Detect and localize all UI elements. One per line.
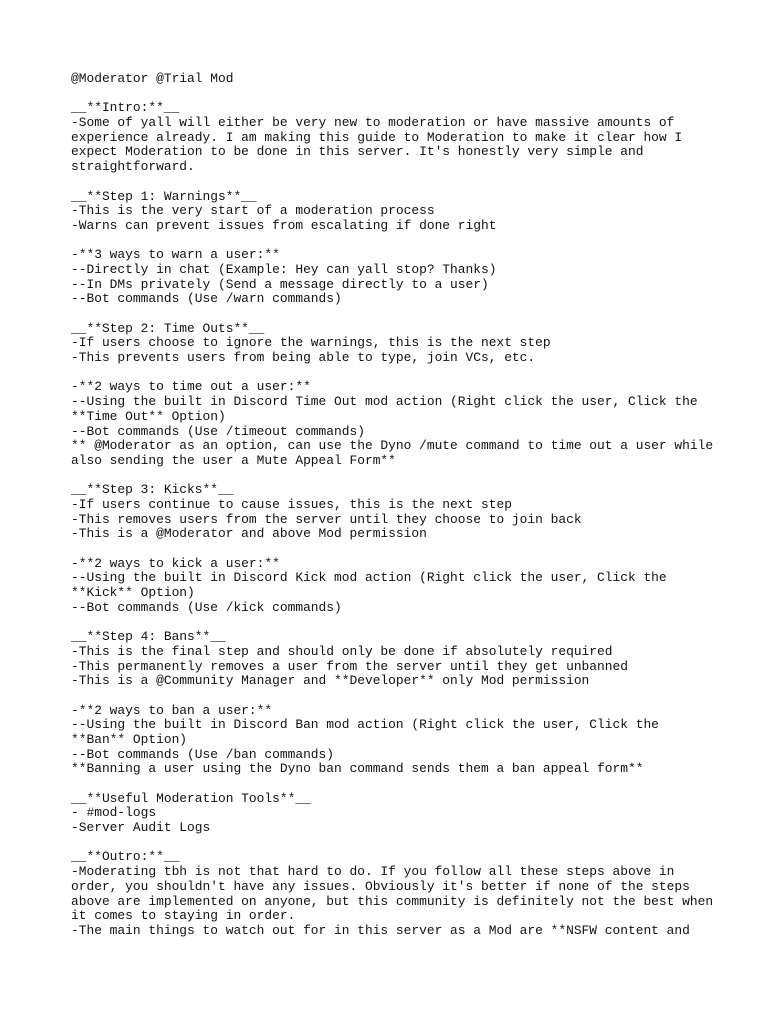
block-heading-line: __**Intro:**__ xyxy=(71,100,180,116)
text-line: straightforward. xyxy=(71,159,195,175)
text-line: -Server Audit Logs xyxy=(71,820,211,836)
text-line: --Using the built in Discord Ban mod action (Right click the user, Click the xyxy=(71,717,659,733)
text-line: -This is the final step and should only be done if absolutely required xyxy=(71,643,613,659)
text-line: -Moderating tbh is not that hard to do. If you follow all these steps above in xyxy=(71,864,675,880)
text-line: --Directly in chat (Example: Hey can yall stop? Thanks) xyxy=(71,261,497,277)
block-heading-line: @Moderator @Trial Mod xyxy=(71,71,234,86)
paragraph-gap xyxy=(71,366,731,381)
text-line: --Bot commands (Use /ban commands) xyxy=(71,746,335,762)
text-line: **Banning a user using the Dyno ban command sends them a ban appeal form** xyxy=(71,761,644,777)
paragraph-gap xyxy=(71,469,731,484)
paragraph-gap xyxy=(71,615,731,630)
text-line: also sending the user a Mute Appeal Form** xyxy=(71,452,396,468)
text-line: above are implemented on anyone, but this community is definitely not the best when xyxy=(71,893,714,909)
text-line: -This prevents users from being able to type, join VCs, etc. xyxy=(71,350,536,366)
text-line: -This is a @Moderator and above Mod permission xyxy=(71,526,427,542)
text-line: order, you shouldn't have any issues. Obviously it's better if none of the steps xyxy=(71,878,690,894)
text-line: expect Moderation to be done in this server. It's honestly very simple and xyxy=(71,144,644,160)
text-line: -If users choose to ignore the warnings, this is the next step xyxy=(71,335,551,351)
text-line: -This is the very start of a moderation process xyxy=(71,203,435,219)
paragraph-gap xyxy=(71,234,731,249)
paragraph-gap xyxy=(71,689,731,704)
block-heading-line: -**2 ways to time out a user:** xyxy=(71,379,311,395)
text-line: **Ban** Option) xyxy=(71,731,188,747)
block-heading-line: __**Step 2: Time Outs**__ xyxy=(71,320,265,336)
block-heading-line: __**Step 4: Bans**__ xyxy=(71,629,226,645)
block-heading-line: -**2 ways to kick a user:** xyxy=(71,555,280,571)
text-line: -Warns can prevent issues from escalating if done right xyxy=(71,217,497,233)
paragraph-gap xyxy=(71,777,731,792)
text-line: --Using the built in Discord Time Out mod action (Right click the user, Click the xyxy=(71,394,698,410)
paragraph-gap xyxy=(71,307,731,322)
text-line: -If users continue to cause issues, this is the next step xyxy=(71,496,512,512)
text-line: -The main things to watch out for in this server as a Mod are **NSFW content and xyxy=(71,922,690,938)
block-heading-line: -**2 ways to ban a user:** xyxy=(71,702,273,718)
text-line: -Some of yall will either be very new to moderation or have massive amounts of xyxy=(71,115,675,131)
text-line: --In DMs privately (Send a message directly to a user) xyxy=(71,276,489,292)
paragraph-gap xyxy=(71,542,731,557)
paragraph-gap xyxy=(71,87,731,102)
text-line: **Time Out** Option) xyxy=(71,408,226,424)
block-heading-line: __**Step 3: Kicks**__ xyxy=(71,482,234,498)
text-line: ** @Moderator as an option, can use the Dyno /mute command to time out a user while xyxy=(71,438,714,454)
block-heading-line: __**Outro:**__ xyxy=(71,849,180,865)
text-line: --Bot commands (Use /timeout commands) xyxy=(71,423,365,439)
text-line: **Kick** Option) xyxy=(71,585,195,601)
block-heading-line: __**Step 1: Warnings**__ xyxy=(71,188,257,204)
text-line: -This permanently removes a user from the server until they get unbanned xyxy=(71,658,628,674)
text-line: - #mod-logs xyxy=(71,805,157,821)
paragraph-gap xyxy=(71,836,731,851)
paragraph-gap xyxy=(71,175,731,190)
text-line: -This removes users from the server until they choose to join back xyxy=(71,511,582,527)
text-line: -This is a @Community Manager and **Developer** only Mod permission xyxy=(71,673,590,689)
block-heading-line: -**3 ways to warn a user:** xyxy=(71,247,280,263)
text-line: --Using the built in Discord Kick mod action (Right click the user, Click the xyxy=(71,570,667,586)
block-heading-line: __**Useful Moderation Tools**__ xyxy=(71,790,311,806)
text-line: --Bot commands (Use /warn commands) xyxy=(71,291,342,307)
text-line: --Bot commands (Use /kick commands) xyxy=(71,599,342,615)
document-text xyxy=(71,72,731,939)
text-line: experience already. I am making this guide to Moderation to make it clear how I xyxy=(71,129,683,145)
text-line: it comes to staying in order. xyxy=(71,908,296,924)
